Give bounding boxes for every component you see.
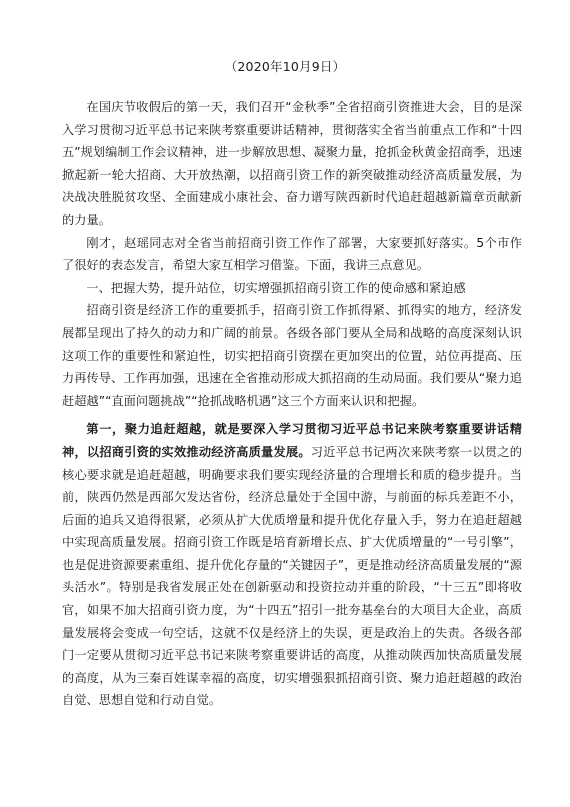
section-heading-one: 一、把握大势，提升站位，切实增强抓招商引资工作的使命感和紧迫感 — [86, 280, 466, 295]
paragraph-importance: 招商引资是经济工作的重要抓手，招商引资工作抓得紧、抓得实的地方，经济发展都呈现出了持久的动力和广阔的前景。各级各部门要从全局和战略的高度深刻认识这项工作的重要性和紧迫性，切实把招商引资摆在更加突出的位置，站位再提高、压力再传导、工作再加强，迅速在全省推动形成大抓招商的生动局面。我们要从“聚力追赶超越”“直面问题挑战”“抢抓战略机遇”这三个方面来认识和把握。 — [62, 303, 522, 408]
speech-date: （2020年10月9日） — [224, 59, 346, 74]
paragraph-arrangement: 刚才，赵瑶同志对全省当前招商引资工作作了部署，大家要抓好落实。5个市作了很好的表态发言，希望大家互相学习借鉴。下面，我讲三点意见。 — [62, 235, 522, 273]
point-one-body: 习近平总书记两次来陕考察一以贯之的核心要求就是追赶超越，明确要求我们要实现经济量的合理增长和质的稳步提升。当前，陕西仍然是西部欠发达省份，经济总量处于全国中游，与前面的标兵差距不小，后面的追兵又追得很紧，必须从扩大优质增量和提升优化存量入手，努力在追赶超越中实现高质量发展。招商引资工作既是培育新增长点、扩大优质增量的“一号引擎”，也是促进资源要素重组、提升优化存量的“关键因子”，更是推动经济高质量发展的“源头活水”。特别是我省发展正处在创新驱动和投资拉动并重的阶段，“十三五”即将收官，如果不加大招商引资力度，为“十四五”招引一批夯基垒台的大项目大企业，高质量发展将会变成一句空话，这就不仅是经济上的失误，更是政治上的失责。各级各部门一定要从贯彻习近平总书记来陕考察重要讲话的高度，从推动陕西加快高质量发展的高度，从为三秦百姓谋幸福的高度，切实增强狠抓招商引资、聚力追赶超越的政治自觉、思想自觉和行动自觉。 — [62, 444, 523, 708]
document-body — [62, 96, 522, 712]
paragraph-intro: 在国庆节收假后的第一天，我们召开“金秋季”全省招商引资推进大会，目的是深入学习贯彻习近平总书记来陕考察重要讲话精神，贯彻落实全省当前重点工作和“十四五”规划编制工作会议精神，进一步解放思想、凝聚力量，抢抓金秋黄金招商季，迅速掀起新一轮大招商、大开放热潮，以招商引资工作的新突破推动经济高质量发展，为决战决胜脱贫攻坚、全面建成小康社会、奋力谱写陕西新时代追赶超越新篇章贡献新的力量。 — [62, 100, 522, 227]
paragraph-point-one — [62, 418, 522, 712]
point-one-lead: 第一，聚力追赶超越，就是要深入学习贯彻习近平总书记来陕考察重要讲话精神，以招商引资的实效推动经济高质量发展。 — [62, 422, 522, 459]
